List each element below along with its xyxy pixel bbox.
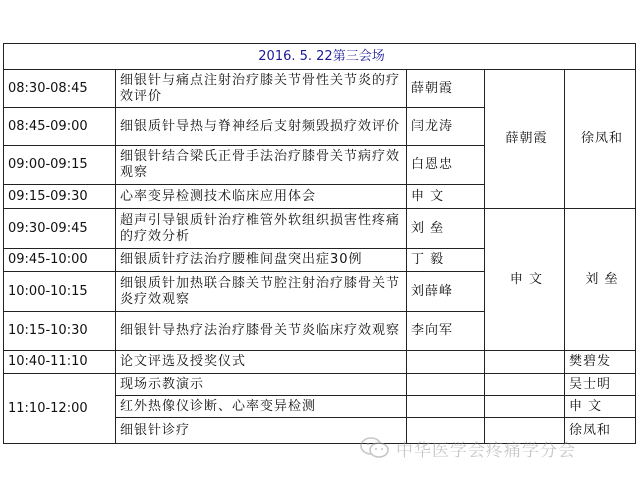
topic-cell: 细银针与痛点注射治疗膝关节骨性关节炎的疗效评价 xyxy=(116,70,407,108)
topic-cell: 细银针结合梁氏正骨手法治疗膝骨关节病疗效观察 xyxy=(116,146,407,185)
speaker-cell: 薛朝霞 xyxy=(407,70,485,108)
watermark-text: 中华医学会疼痛学分会 xyxy=(396,440,576,461)
topic-cell: 细银针诊疗 xyxy=(116,418,407,444)
chair-cell: 徐凤和 xyxy=(565,70,636,209)
topic-cell: 细银质针疗法治疗腰椎间盘突出症30例 xyxy=(116,249,407,272)
speaker-cell xyxy=(407,374,485,396)
table-row xyxy=(4,70,636,108)
topic-cell: 论文评选及授奖仪式 xyxy=(116,351,407,374)
schedule-table xyxy=(3,43,636,444)
table-row xyxy=(4,209,636,249)
speaker-cell: 丁 毅 xyxy=(407,249,485,272)
topic-cell: 细银质针导热与脊神经后支射频毁损疗效评价 xyxy=(116,108,407,146)
chair-cell: 徐凤和 xyxy=(565,418,636,444)
topic-cell: 现场示教演示 xyxy=(116,374,407,396)
topic-cell: 心率变异检测技术临床应用体会 xyxy=(116,185,407,209)
time-cell: 10:15-10:30 xyxy=(4,312,116,351)
speaker-cell: 刘 垒 xyxy=(407,209,485,249)
watermark xyxy=(360,432,576,464)
title-row xyxy=(4,44,636,70)
speaker-cell: 白恩忠 xyxy=(407,146,485,185)
speaker-cell: 闫龙涛 xyxy=(407,108,485,146)
chair-cell xyxy=(485,374,565,396)
table-row xyxy=(4,351,636,374)
time-cell: 10:00-10:15 xyxy=(4,272,116,312)
speaker-cell: 李向军 xyxy=(407,312,485,351)
time-cell: 09:15-09:30 xyxy=(4,185,116,209)
chair-cell: 刘 垒 xyxy=(565,209,636,351)
chair-cell: 薛朝霞 xyxy=(485,70,565,209)
wechat-icon xyxy=(360,437,390,459)
chair-cell xyxy=(485,351,565,374)
time-cell: 10:40-11:10 xyxy=(4,351,116,374)
time-cell: 11:10-12:00 xyxy=(4,374,116,444)
time-cell: 08:30-08:45 xyxy=(4,70,116,108)
chair-cell: 申 文 xyxy=(565,396,636,418)
speaker-cell: 刘薛峰 xyxy=(407,272,485,312)
chair-cell: 吴士明 xyxy=(565,374,636,396)
chair-cell: 樊碧发 xyxy=(565,351,636,374)
chair-cell xyxy=(485,396,565,418)
topic-cell: 超声引导银质针治疗椎管外软组织损害性疼痛的疗效分析 xyxy=(116,209,407,249)
chair-cell: 申 文 xyxy=(485,209,565,351)
time-cell: 08:45-09:00 xyxy=(4,108,116,146)
time-cell: 09:45-10:00 xyxy=(4,249,116,272)
topic-cell: 细银针导热疗法治疗膝骨关节炎临床疗效观察 xyxy=(116,312,407,351)
session-title: 2016. 5. 22第三会场 xyxy=(4,44,636,70)
topic-cell: 红外热像仪诊断、心率变异检测 xyxy=(116,396,407,418)
speaker-cell xyxy=(407,396,485,418)
topic-cell: 细银质针加热联合膝关节腔注射治疗膝骨关节炎疗效观察 xyxy=(116,272,407,312)
time-cell: 09:00-09:15 xyxy=(4,146,116,185)
speaker-cell: 申 文 xyxy=(407,185,485,209)
speaker-cell xyxy=(407,351,485,374)
time-cell: 09:30-09:45 xyxy=(4,209,116,249)
table-row xyxy=(4,374,636,396)
